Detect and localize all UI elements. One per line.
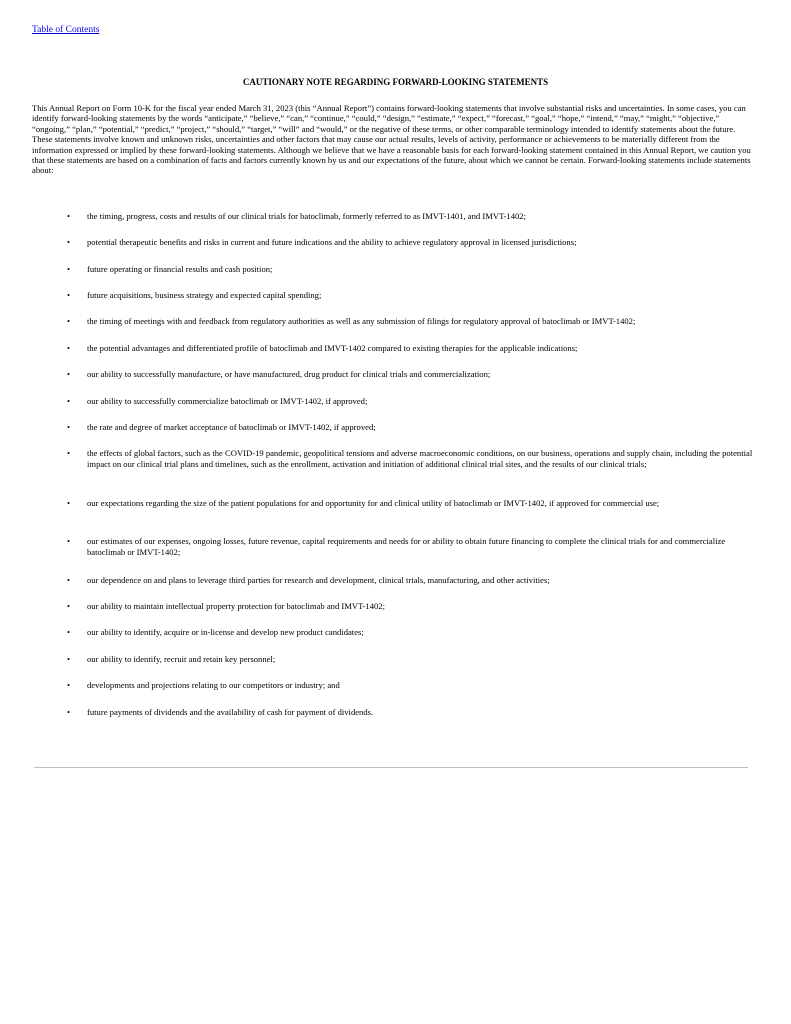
list-item-text: the effects of global factors, such as the COVID-19 pandemic, geopolitical tensions and adverse macroeconomic conditions, on our business, operations and supply chain, including the potential impact on our clinical trial plans and timelines, such as the enrollment, activation and initiation of additional clinical trial sites, and the results of our clinical trials;: [87, 448, 753, 469]
bullet-icon: •: [67, 680, 71, 690]
bullet-icon: •: [67, 290, 71, 300]
bullet-icon: •: [67, 396, 71, 406]
bullet-icon: •: [67, 343, 71, 353]
bullet-icon: •: [67, 422, 71, 432]
list-item-text: our estimates of our expenses, ongoing losses, future revenue, capital requirements and needs for or ability to obtain future financing to complete the clinical trials for and commercialize batoclimab or IMVT-1402;: [87, 536, 726, 557]
bullet-icon: •: [67, 264, 71, 274]
list-item-text: our expectations regarding the size of the patient populations for and opportunity for and clinical utility of batoclimab or IMVT-1402, if approved for commercial use;: [87, 498, 660, 508]
bullet-icon: •: [67, 448, 71, 458]
bullet-icon: •: [67, 654, 71, 664]
intro-paragraph: This Annual Report on Form 10-K for the fiscal year ended March 31, 2023 (this “Annual Report”) contains forward-looking statements that involve substantial risks and uncertainties. In some cases, you can identify forward-looking statements by the words “anticipate,” “believe,” “can,” “continue,” “could,” “design,” “estimate,” “expect,” “forecast,” “goal,” “hope,” “intend,” “may,” “might,” “objective,” “ongoing,” “plan,” “potential,” “predict,” “project,” “should,” “target,” “will” and “would,” or the negative of these terms, or other comparable terminology intended to identify statements about the future. These statements involve known and unknown risks, uncertainties and other factors that may cause our actual results, levels of activity, performance or achievements to be materially different from the information expressed or implied by these forward-looking statements. Although we believe that we have a reasonable basis for each forward-looking statement contained in this Annual Report, we caution you that these statements are based on a combination of facts and factors currently known by us and our expectations of the future, about which we cannot be certain. Forward-looking statements include statements about:: [32, 103, 751, 176]
list-item-text: potential therapeutic benefits and risks in current and future indications and the ability to achieve regulatory approval in licensed jurisdictions;: [87, 237, 577, 247]
bullet-icon: •: [67, 536, 71, 546]
list-item-text: our ability to successfully manufacture, or have manufactured, drug product for clinical trials and commercialization;: [87, 369, 491, 379]
bullet-icon: •: [67, 707, 71, 717]
bullet-icon: •: [67, 316, 71, 326]
list-item-text: our ability to successfully commercialize batoclimab or IMVT-1402, if approved;: [87, 396, 368, 406]
bullet-icon: •: [67, 369, 71, 379]
bullet-icon: •: [67, 498, 71, 508]
list-item-text: future payments of dividends and the availability of cash for payment of dividends.: [87, 707, 374, 717]
page-divider: [34, 767, 748, 768]
bullet-icon: •: [67, 601, 71, 611]
list-item-text: the timing of meetings with and feedback from regulatory authorities as well as any submission of filings for regulatory approval of batoclimab or IMVT-1402;: [87, 316, 636, 326]
bullet-icon: •: [67, 211, 71, 221]
bullet-icon: •: [67, 627, 71, 637]
list-item-text: our ability to identify, recruit and retain key personnel;: [87, 654, 276, 664]
list-item-text: the rate and degree of market acceptance of batoclimab or IMVT-1402, if approved;: [87, 422, 376, 432]
list-item-text: the potential advantages and differentiated profile of batoclimab and IMVT-1402 compared to existing therapies for the applicable indications;: [87, 343, 578, 353]
section-title: CAUTIONARY NOTE REGARDING FORWARD-LOOKING STATEMENTS: [242, 77, 549, 87]
list-item-text: the timing, progress, costs and results of our clinical trials for batoclimab, formerly referred to as IMVT-1401, and IMVT-1402;: [87, 211, 526, 221]
bullet-icon: •: [67, 237, 71, 247]
list-item-text: developments and projections relating to our competitors or industry; and: [87, 680, 340, 690]
list-item-text: our ability to maintain intellectual property protection for batoclimab and IMVT-1402;: [87, 601, 385, 611]
list-item-text: our ability to identify, acquire or in-license and develop new product candidates;: [87, 627, 364, 637]
table-of-contents-link[interactable]: Table of Contents: [32, 25, 100, 35]
list-item-text: future acquisitions, business strategy and expected capital spending;: [87, 290, 322, 300]
list-item-text: our dependence on and plans to leverage third parties for research and development, clinical trials, manufacturing, and other activities;: [87, 575, 550, 585]
bullet-icon: •: [67, 575, 71, 585]
list-item-text: future operating or financial results and cash position;: [87, 264, 273, 274]
